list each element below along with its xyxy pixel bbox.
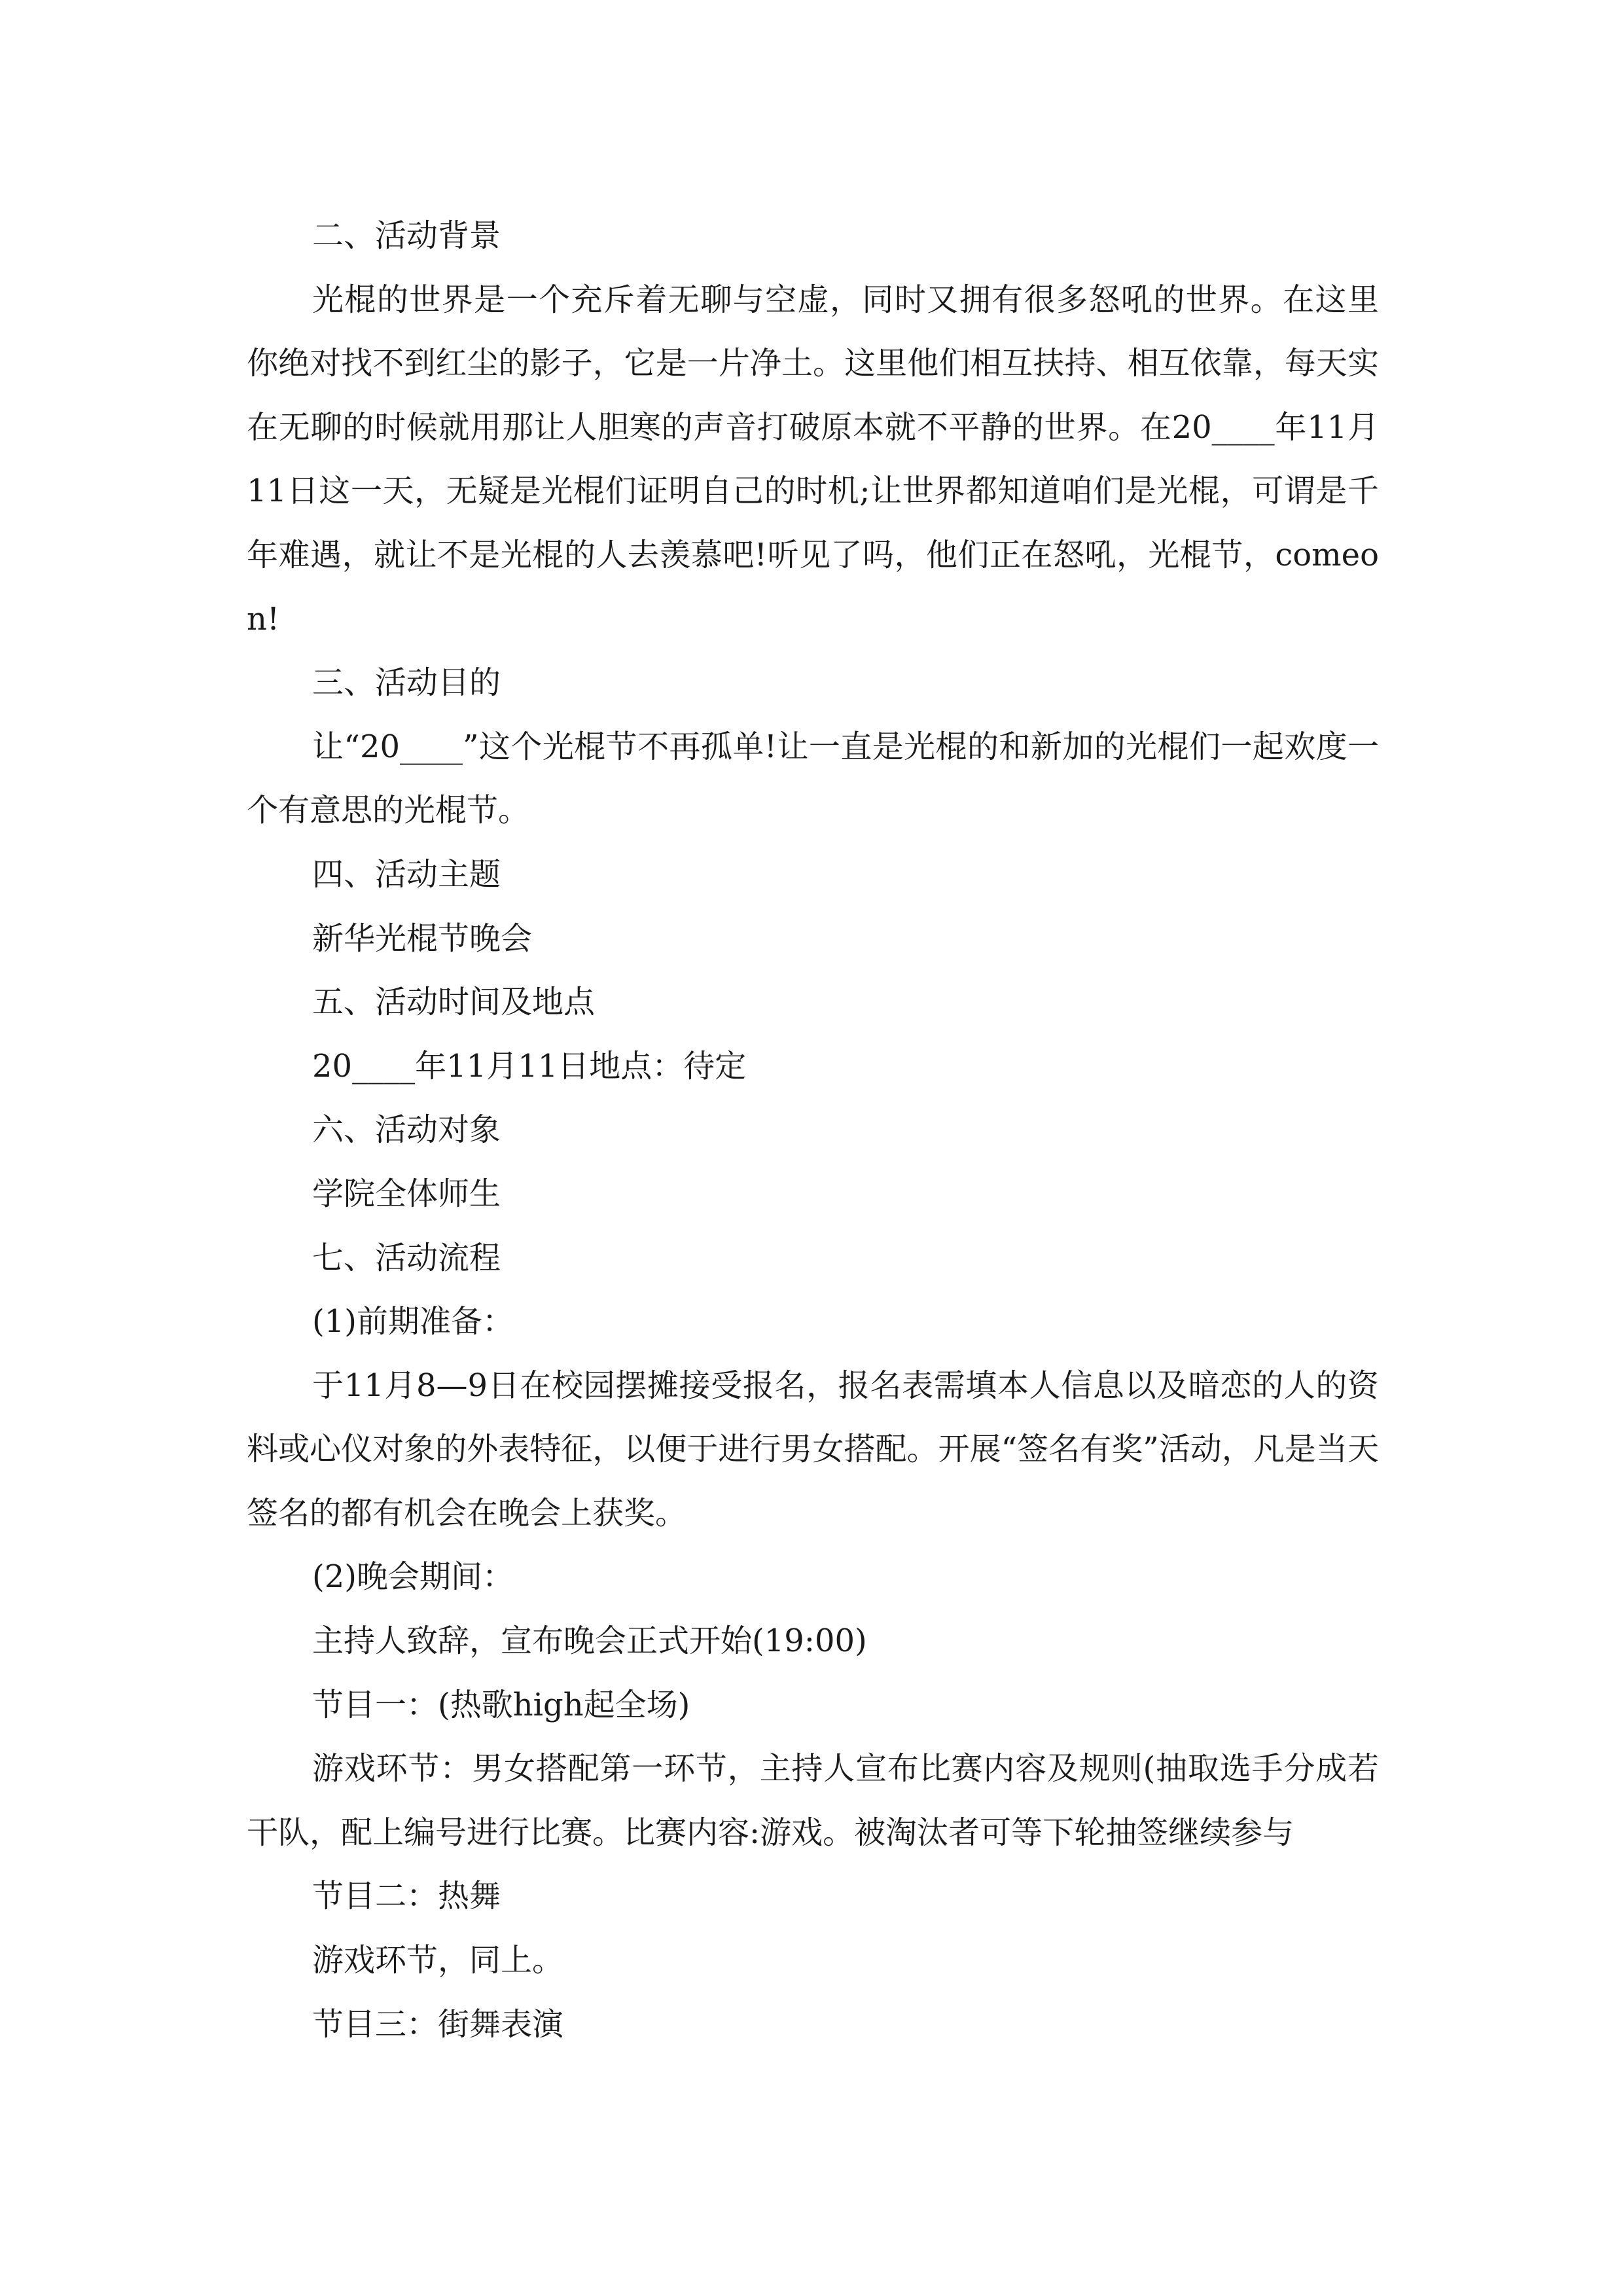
section-heading-time-place: 五、活动时间及地点 xyxy=(312,984,596,1021)
paragraph-program-three: 节目三：街舞表演 xyxy=(312,2005,564,2043)
paragraph-program-one: 节目一：(热歌high起全场) xyxy=(312,1686,690,1723)
paragraph-background: 光棍的世界是一个充斥着无聊与空虚，同时又拥有很多怒吼的世界。在这里你绝对找不到红尘的影子，它是一片净土。这里他们相互扶持、相互依靠，每天实在无聊的时候就用那让人胆寒的声音打破原本就不平静的世界。在20____年11月11日这一天，无疑是光棍们证明自己的时机;让世界都知道咱们是光棍，可谓是千年难遇，就让不是光棍的人去羡慕吧!听见了吗，他们正在怒吼，光棍节，comeon! xyxy=(247,281,1379,637)
paragraph-theme: 新华光棍节晚会 xyxy=(312,920,533,957)
paragraph-program-two: 节目二：热舞 xyxy=(312,1878,501,1915)
document-body xyxy=(247,204,1379,2056)
paragraph-preparation: 于11月8—9日在校园摆摊接受报名，报名表需填本人信息以及暗恋的人的资料或心仪对象的外表特征，以便于进行男女搭配。开展“签名有奖”活动，凡是当天签名的都有机会在晚会上获奖。 xyxy=(247,1367,1379,1532)
paragraph-game-two: 游戏环节，同上。 xyxy=(312,1942,564,1979)
section-heading-background: 二、活动背景 xyxy=(312,217,501,254)
paragraph-game-one: 游戏环节：男女搭配第一环节，主持人宣布比赛内容及规则(抽取选手分成若干队，配上编号进行比赛。比赛内容:游戏。被淘汰者可等下轮抽签继续参与 xyxy=(247,1750,1379,1851)
section-heading-process: 七、活动流程 xyxy=(312,1239,501,1276)
paragraph-audience: 学院全体师生 xyxy=(312,1175,501,1212)
paragraph-purpose: 让“20____”这个光棍节不再孤单!让一直是光棍的和新加的光棍们一起欢度一个有意思的光棍节。 xyxy=(247,728,1379,829)
subheading-preparation: (1)前期准备： xyxy=(312,1303,514,1340)
section-heading-theme: 四、活动主题 xyxy=(312,855,501,893)
subheading-evening: (2)晚会期间： xyxy=(312,1558,514,1596)
section-heading-purpose: 三、活动目的 xyxy=(312,664,501,702)
section-heading-audience: 六、活动对象 xyxy=(312,1111,501,1149)
paragraph-host-opening: 主持人致辞，宣布晚会正式开始(19:00) xyxy=(312,1623,867,1660)
paragraph-time-place: 20____年11月11日地点：待定 xyxy=(312,1047,747,1085)
